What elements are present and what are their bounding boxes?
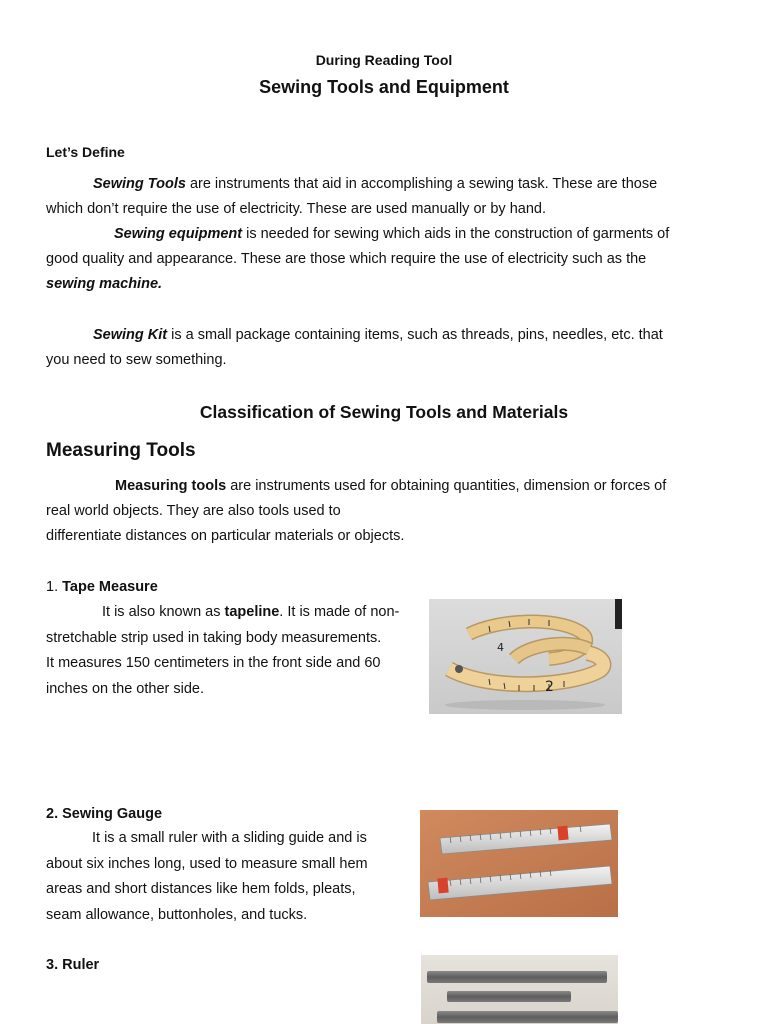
sewing-kit-text-2: you need to sew something.: [46, 352, 227, 368]
sewing-gauge-text-3: areas and short distances like hem folds, pleats,: [46, 881, 356, 897]
measuring-tools-paragraph: [46, 474, 720, 549]
tape-measure-text-3: It measures 150 centimeters in the front side and 60: [46, 655, 381, 671]
sewing-gauge-text-2: about six inches long, used to measure small hem: [46, 855, 368, 872]
sewing-tools-text-1: are instruments that aid in accomplishing a sewing task. These are those: [185, 176, 658, 192]
sewing-gauge-description: [46, 826, 406, 928]
measuring-tools-term: Measuring tools: [115, 478, 227, 494]
measuring-tools-text-1: are instruments used for obtaining quantities, dimension or forces of: [226, 478, 667, 494]
sewing-equipment-text-2: good quality and appearance. These are those which require the use of electricity such as the: [46, 251, 647, 267]
ruler-photo: [421, 955, 618, 1024]
sewing-gauge-text-1: It is a small ruler with a sliding guide and is: [92, 830, 367, 846]
tape-measure-description: [46, 600, 426, 702]
measuring-tools-text-2: real world objects. They are also tools used to: [46, 503, 341, 519]
sewing-machine-term: sewing machine.: [46, 276, 163, 292]
classification-heading: Classification of Sewing Tools and Materials: [199, 402, 569, 422]
sewing-kit-paragraph: [46, 323, 720, 373]
tape-measure-text-1a: It is also known as: [102, 604, 225, 620]
sewing-equipment-text-1: is needed for sewing which aids in the construction of garments of: [242, 226, 670, 242]
sewing-tools-text-2: which don’t require the use of electricity. These are used manually or by hand.: [46, 201, 546, 217]
sewing-gauge-photo: [420, 810, 618, 917]
ruler-heading: 3. Ruler: [46, 957, 100, 973]
define-heading: Let’s Define: [46, 144, 125, 160]
tape-measure-heading: [46, 575, 158, 600]
sewing-kit-text-1: is a small package containing items, such as threads, pins, needles, etc. that: [167, 327, 663, 343]
tapeline-term: tapeline: [224, 604, 280, 620]
sewing-kit-term: Sewing Kit: [93, 327, 168, 343]
sewing-gauge-text-4: seam allowance, buttonholes, and tucks.: [46, 906, 308, 923]
tape-measure-text-4: inches on the other side.: [46, 680, 204, 697]
sewing-gauge-heading: 2. Sewing Gauge: [46, 806, 163, 822]
document-kicker: During Reading Tool: [315, 52, 453, 68]
sewing-equipment-term: Sewing equipment: [114, 226, 243, 242]
measuring-tools-text-3: differentiate distances on particular materials or objects.: [46, 528, 405, 544]
tape-measure-photo: [429, 599, 622, 714]
svg-text:2: 2: [545, 679, 554, 695]
sewing-tools-paragraph: [46, 172, 720, 297]
svg-text:4: 4: [497, 641, 504, 654]
tape-measure-number: 1.: [46, 579, 63, 595]
document-title: Sewing Tools and Equipment: [259, 77, 509, 97]
tape-measure-name: Tape Measure: [62, 579, 158, 595]
measuring-tools-heading: Measuring Tools: [46, 440, 196, 461]
tape-measure-text-1b: . It is made of non-: [279, 604, 400, 620]
tape-measure-text-2: stretchable strip used in taking body measurements.: [46, 629, 382, 646]
sewing-tools-term: Sewing Tools: [93, 176, 186, 192]
